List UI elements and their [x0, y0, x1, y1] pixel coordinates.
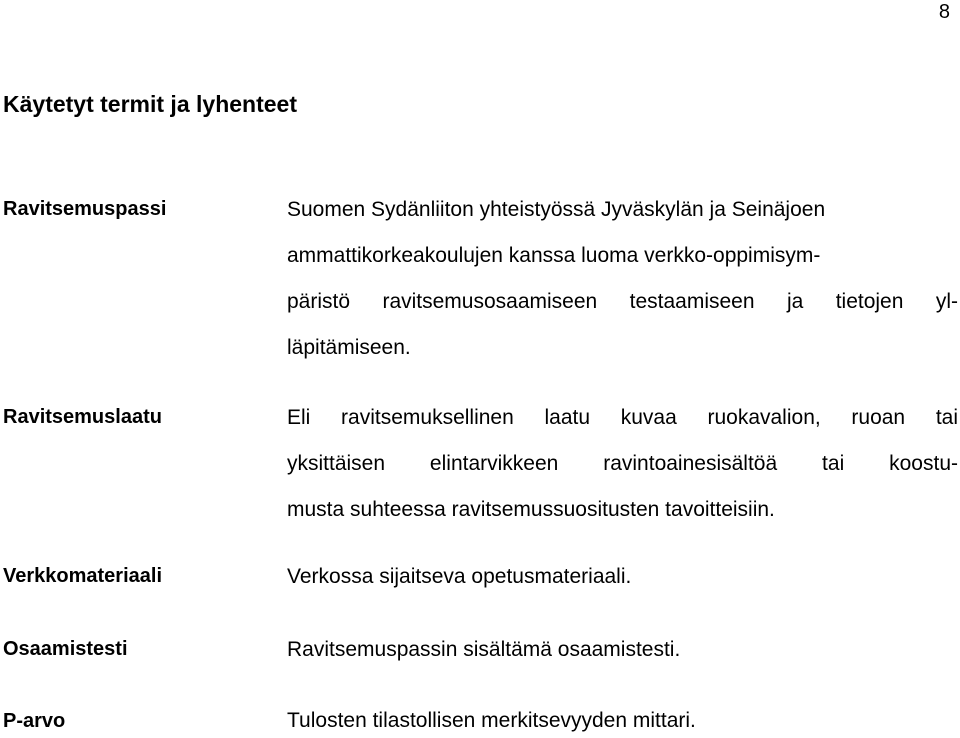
definition-line: yksittäisen elintarvikkeen ravintoainesisältöä tai koostu- — [287, 452, 958, 475]
definition-line: Ravitsemuspassin sisältämä osaamistesti. — [287, 638, 681, 661]
term-ravitsemuslaatu: Ravitsemuslaatu — [3, 406, 162, 428]
definition-line: musta suhteessa ravitsemussuositusten tavoitteisiin. — [287, 498, 775, 521]
definition-ravitsemuspassi — [287, 198, 958, 360]
definition-line: päristö ravitsemusosaamiseen testaamiseen ja tietojen yl- — [287, 290, 958, 313]
definition-verkkomateriaali — [287, 565, 958, 589]
definition-line: Verkossa sijaitseva opetusmateriaali. — [287, 565, 632, 588]
definition-line: Suomen Sydänliiton yhteistyössä Jyväskylän ja Seinäjoen — [287, 198, 826, 221]
definition-line: läpitämiseen. — [287, 336, 411, 359]
term-verkkomateriaali: Verkkomateriaali — [3, 565, 162, 587]
definition-line: Eli ravitsemuksellinen laatu kuvaa ruokavalion, ruoan tai — [287, 406, 958, 429]
definition-osaamistesti — [287, 638, 958, 662]
definition-line: ammattikorkeakoulujen kanssa luoma verkko-oppimisym- — [287, 244, 821, 267]
definition-line: Tulosten tilastollisen merkitsevyyden mittari. — [287, 709, 696, 732]
definition-p-arvo — [287, 709, 958, 733]
term-ravitsemuspassi: Ravitsemuspassi — [3, 198, 167, 220]
definition-ravitsemuslaatu — [287, 406, 958, 522]
term-osaamistesti: Osaamistesti — [3, 638, 128, 660]
page-number: 8 — [938, 1, 950, 23]
term-p-arvo: P-arvo — [3, 710, 66, 732]
page-title: Käytetyt termit ja lyhenteet — [3, 91, 297, 117]
